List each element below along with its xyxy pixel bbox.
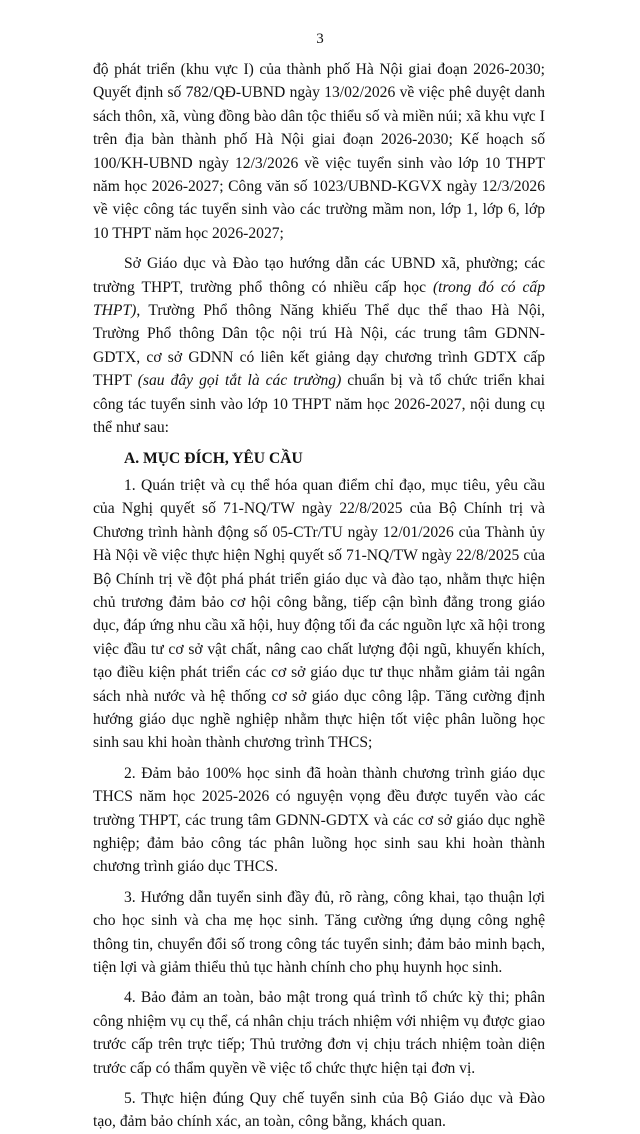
guidance-text-3: chuẩn bị và tổ chức triển khai công tác tuyển sinh vào lớp 10 THPT năm học 2026-2027, nội dung cụ thể như sau: xyxy=(93,372,546,437)
document-body xyxy=(93,58,545,1134)
list-item-4: 4. Bảo đảm an toàn, bảo mật trong quá trình tổ chức kỳ thi; phân công nhiệm vụ cụ thể, cá nhân chịu trách nhiệm với nhiệm vụ được giao trước cấp trên trực tiếp; Thủ trưởng đơn vị chịu trách nhiệm toàn diện trước cấp có thẩm quyền về việc tổ chức thực hiện tại đơn vị. xyxy=(93,989,545,1077)
list-item-1: 1. Quán triệt và cụ thể hóa quan điểm chỉ đạo, mục tiêu, yêu cầu của Nghị quyết số 71-NQ/TW ngày 22/8/2025 của Bộ Chính trị và Chương trình hành động số 05-CTr/TU ngày 12/01/2026 của Thành ủy Hà Nội về việc thực hiện Nghị quyết số 71-NQ/TW ngày 22/8/2025 của Bộ Chính trị về đột phá phát triển giáo dục và đào tạo, nhằm thực hiện chủ trương đảm bảo cơ hội công bằng, tiếp cận bình đẳng trong giáo dục, đáp ứng nhu cầu xã hội, huy động tối đa các nguồn lực xã hội trong việc đầu tư cơ sở vật chất, nâng cao chất lượng đội ngũ, khuyến khích, tạo điều kiện phát triển các cơ sở giáo dục tư thục nhằm giảm tải ngân sách nhà nước và hệ thống cơ sở giáo dục công lập. Tăng cường định hướng giáo dục nghề nghiệp nhằm thực hiện tốt việc phân luồng học sinh sau khi hoàn thành chương trình THCS; xyxy=(93,476,545,752)
guidance-italic-2: (sau đây gọi tắt là các trường) xyxy=(137,372,342,390)
list-item-2: 2. Đảm bảo 100% học sinh đã hoàn thành chương trình giáo dục THCS năm học 2025-2026 có nguyện vọng đều được tuyển vào các trường THPT, các trung tâm GDNN-GDTX và các cơ sở giáo dục nghề nghiệp; đảm bảo công tác phân luồng học sinh sau khi hoàn thành chương trình giáo dục THCS. xyxy=(93,764,545,876)
guidance-text-1: Sở Giáo dục và Đào tạo hướng dẫn các UBND xã, phường; các trường THPT, trường phổ thông có nhiều cấp học xyxy=(93,255,545,296)
page-number: 3 xyxy=(316,31,324,47)
list-item-5: 5. Thực hiện đúng Quy chế tuyển sinh của Bộ Giáo dục và Đào tạo, đảm bảo chính xác, an toàn, công bằng, khách quan. xyxy=(93,1090,545,1131)
guidance-text-2: , Trường Phổ thông Năng khiếu Thể dục thể thao Hà Nội, Trường Phổ thông Dân tộc nội trú Hà Nội, các trung tâm GDNN-GDTX, cơ sở GDNN có liên kết giảng dạy chương trình GDTX cấp THPT xyxy=(93,302,545,390)
paragraph-guidance xyxy=(93,252,545,439)
paragraph-continuation: độ phát triển (khu vực I) của thành phố Hà Nội giai đoạn 2026-2030; Quyết định số 782/QĐ-UBND ngày 13/02/2026 về việc phê duyệt danh sách thôn, xã, vùng đồng bào dân tộc thiểu số và miền núi; xã khu vực I trên địa bàn thành phố Hà Nội giai đoạn 2026-2030; Kế hoạch số 100/KH-UBND ngày 12/3/2026 về việc tuyển sinh vào lớp 10 THPT năm học 2026-2027; Công văn số 1023/UBND-KGVX ngày 12/3/2026 về việc công tác tuyển sinh vào các trường mầm non, lớp 1, lớp 6, lớp 10 THPT năm học 2026-2027; xyxy=(93,61,545,242)
list-item-3: 3. Hướng dẫn tuyển sinh đầy đủ, rõ ràng, công khai, tạo thuận lợi cho học sinh và cha mẹ học sinh. Tăng cường ứng dụng công nghệ thông tin, chuyển đổi số trong công tác tuyển sinh; đảm bảo minh bạch, tiện lợi và giảm thiểu thủ tục hành chính cho phụ huynh học sinh. xyxy=(93,888,545,977)
section-heading-a: A. MỤC ĐÍCH, YÊU CẦU xyxy=(124,449,303,467)
guidance-italic-1: (trong đó có cấp THPT) xyxy=(93,278,545,320)
